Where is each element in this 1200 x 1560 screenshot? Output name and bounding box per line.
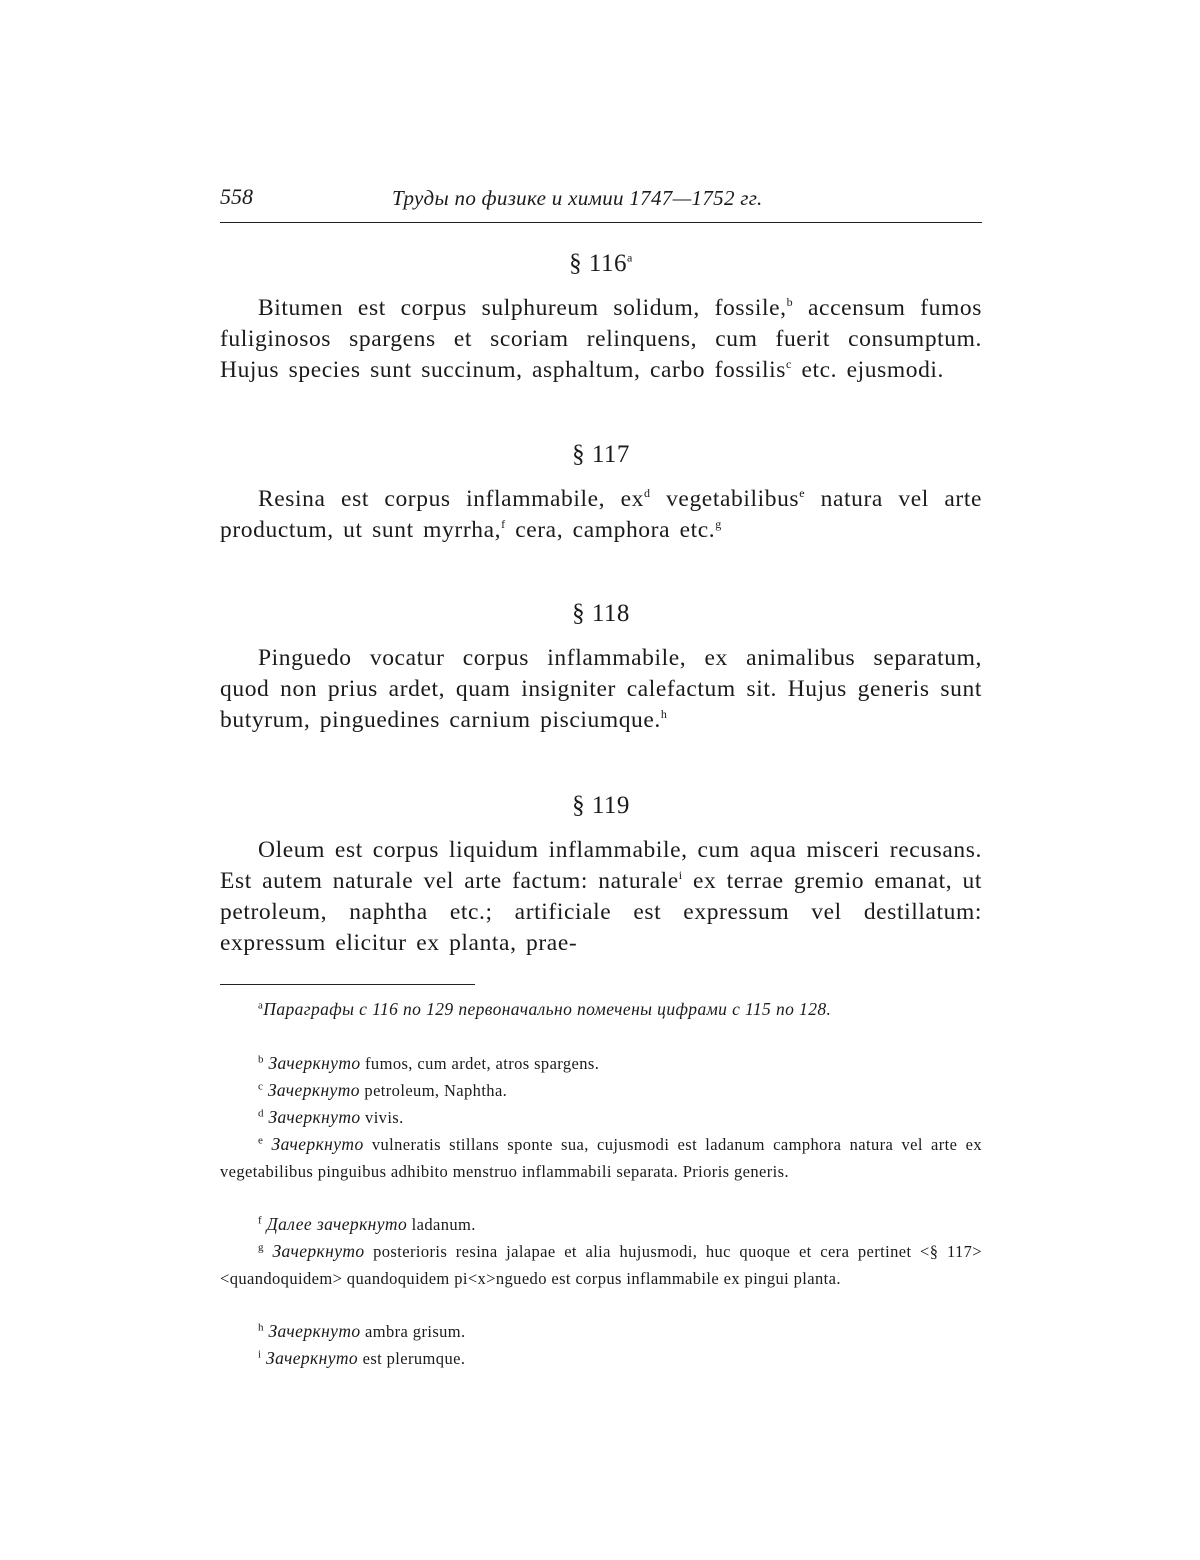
section-paragraph-116: Bitumen est corpus sulphureum solidum, fossile,b accensum fumos fuliginosos spargens et scoriam relinquens, cum fuerit consumptum. Hujus species sunt succinum, asphaltum, carbo fossilisc etc. ejusmodi. [220,293,982,386]
section-paragraph-118: Pinguedo vocatur corpus inflammabile, ex animalibus separatum, quod non prius ardet, quam insigniter calefactum sit. Hujus generis sunt butyrum, pinguedines carnium pisciumque.h [220,643,982,736]
running-title: Труды по физике и химии 1747—1752 гг. [392,186,763,211]
footnote-e: e Зачеркнуто vulneratis stillans sponte sua, cujusmodi est ladanum camphora natura vel arte ex vegetabilibus pinguibus adhibito menstruo inflammabili separata. Prioris generis. [220,1131,982,1185]
footnote-a: aПараграфы с 116 по 129 первоначально помечены цифрами с 115 по 128. [220,996,982,1024]
footnote-c: c Зачеркнуто petroleum, Naphtha. [220,1077,982,1105]
section-heading-116: § 116a [220,250,982,278]
footnote-h: h Зачеркнуто ambra grisum. [220,1318,982,1346]
footnote-f: f Далее зачеркнуто ladanum. [220,1211,982,1239]
footnote-d: d Зачеркнуто vivis. [220,1104,982,1132]
section-paragraph-119: Oleum est corpus liquidum inflammabile, cum aqua misceri recusans. Est autem naturale vel arte factum: naturalei ex terrae gremio emanat, ut petroleum, naphtha etc.; artificiale est expressum vel destillatum: expressum elicitur ex planta, prae- [220,835,982,959]
section-heading-117: § 117 [220,441,982,469]
page-number: 558 [220,184,253,210]
section-heading-119: § 119 [220,792,982,820]
footnote-i: i Зачеркнуто est plerumque. [220,1345,982,1373]
running-header [220,182,982,223]
footnote-b: b Зачеркнуто fumos, cum ardet, atros spargens. [220,1050,982,1078]
footnote-g: g Зачеркнуто posterioris resina jalapae et alia hujusmodi, huc quoque et cera pertinet <§ 117> <quandoquidem> quandoquidem pi<x>nguedo est corpus inflammabile ex pingui planta. [220,1238,982,1292]
section-heading-118: § 118 [220,600,982,628]
section-paragraph-117: Resina est corpus inflammabile, exd vegetabilibuse natura vel arte productum, ut sunt myrrha,f cera, camphora etc.g [220,484,982,546]
page [0,0,1200,1560]
footnote-divider [220,984,475,985]
